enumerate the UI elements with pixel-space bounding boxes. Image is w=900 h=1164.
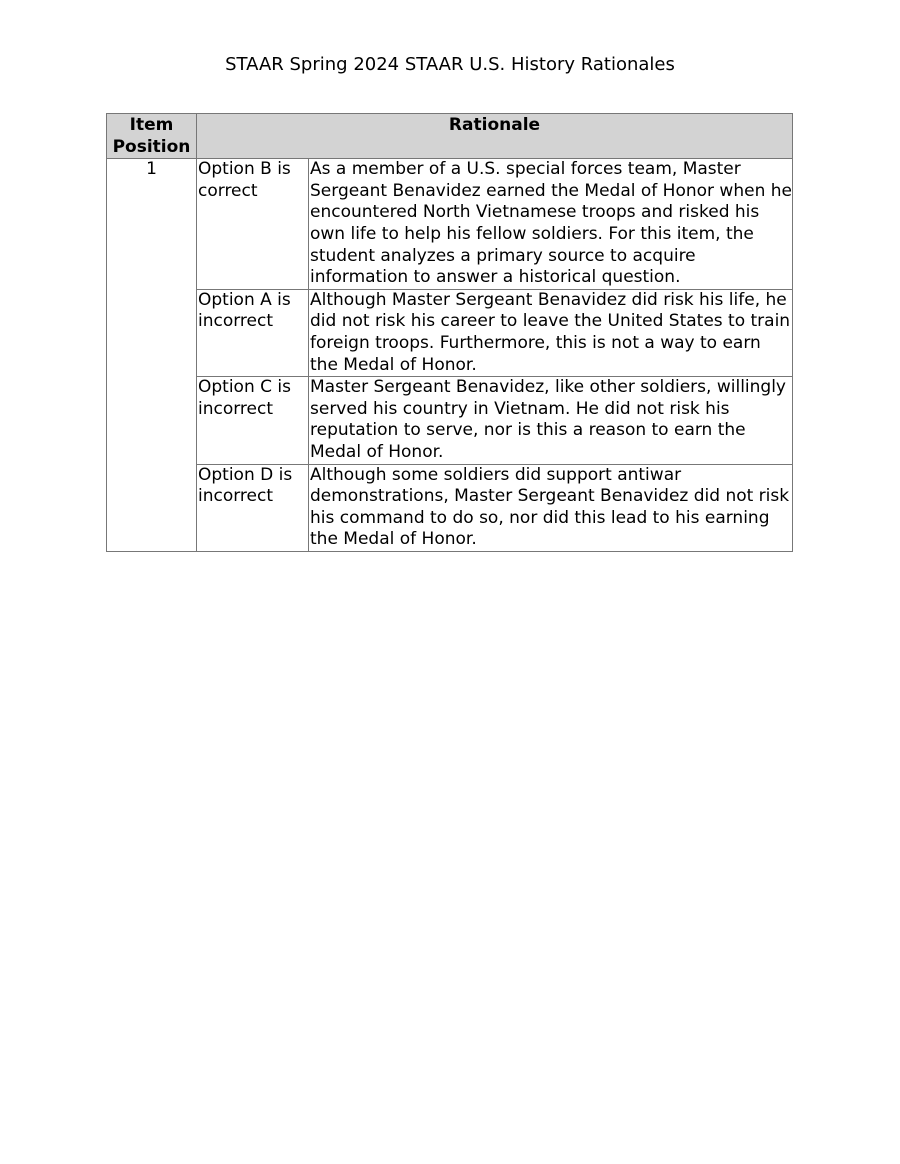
table-row bbox=[107, 377, 793, 464]
table-row bbox=[107, 159, 793, 290]
option-label: Option A is incorrect bbox=[197, 289, 309, 376]
header-rationale: Rationale bbox=[197, 114, 793, 159]
rationale-text: Master Sergeant Benavidez, like other soldiers, willingly served his country in Vietnam. He did not risk his reputation to serve, nor is this a reason to earn the Medal of Honor. bbox=[309, 377, 793, 464]
rationale-text: As a member of a U.S. special forces team, Master Sergeant Benavidez earned the Medal of Honor when he encountered North Vietnamese troops and risked his own life to help his fellow soldiers. For this item, the student analyzes a primary source to acquire information to answer a historical question. bbox=[309, 159, 793, 290]
header-item-position: Item Position bbox=[107, 114, 197, 159]
option-label: Option C is incorrect bbox=[197, 377, 309, 464]
document-title: STAAR Spring 2024 STAAR U.S. History Rationales bbox=[225, 54, 675, 75]
table-row bbox=[107, 289, 793, 376]
rationale-text: Although Master Sergeant Benavidez did risk his life, he did not risk his career to leave the United States to train foreign troops. Furthermore, this is not a way to earn the Medal of Honor. bbox=[309, 289, 793, 376]
option-label: Option D is incorrect bbox=[197, 464, 309, 551]
table-row bbox=[107, 464, 793, 551]
option-label: Option B is correct bbox=[197, 159, 309, 290]
table-header-row bbox=[107, 114, 793, 159]
item-position-value: 1 bbox=[107, 159, 197, 552]
rationale-text: Although some soldiers did support antiwar demonstrations, Master Sergeant Benavidez did not risk his command to do so, nor did this lead to his earning the Medal of Honor. bbox=[309, 464, 793, 551]
rationale-table bbox=[106, 113, 793, 552]
